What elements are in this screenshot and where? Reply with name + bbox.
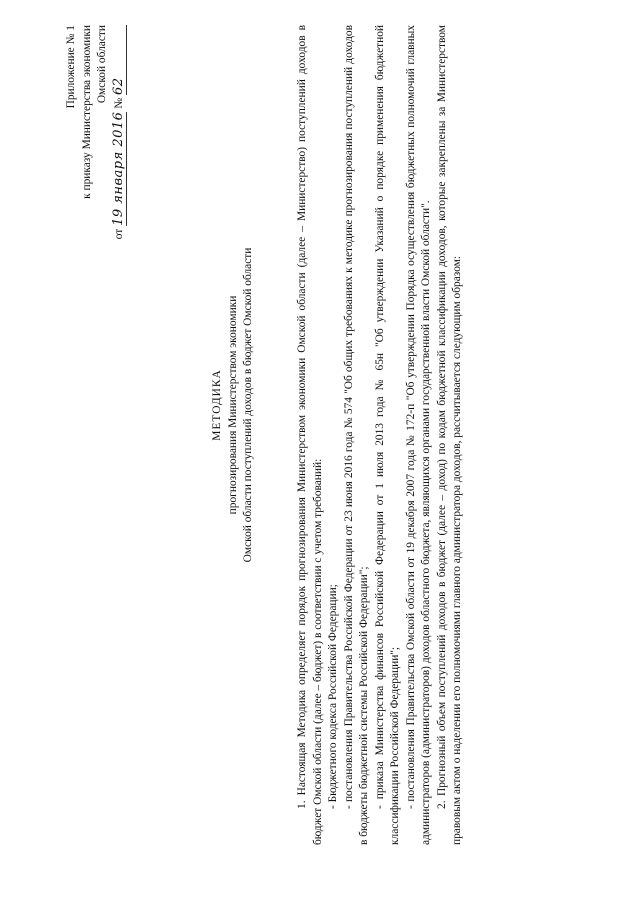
- document-body: [295, 25, 466, 845]
- region-name: Омской области: [96, 25, 108, 104]
- paragraph-1: 1. Настоящая Методика определяет порядок прогнозирования Министерством экономики Омской области (далее – Министерство) поступлений доходов в бюджет Омской области (далее – бюджет) в соответствии с учетом требований:: [296, 25, 324, 845]
- document-title-block: [210, 175, 257, 635]
- handwritten-date: 19 января 2016: [110, 111, 126, 226]
- from-prefix: от: [112, 228, 125, 240]
- paragraph-budget-code: - Бюджетного кодекса Российской Федерации;: [327, 584, 339, 809]
- paragraph-finance-order: - приказа Министерства финансов Российской Федерации от 1 июля 2013 года № 65н "Об утверждении Указаний о порядке применения бюджетной классификации Российской Федерации";: [373, 25, 401, 845]
- handwritten-number: 62: [111, 25, 128, 95]
- rotated-document-sheet: [20, 25, 620, 885]
- document-subtitle-line1: прогнозирования Министерством экономики: [226, 295, 239, 515]
- document-title: МЕТОДИКА: [211, 369, 223, 441]
- paragraph-2: 2. Прогнозный объем поступлений доходов в бюджет (далее – доход) по кодам бюджетной классификации доходов, которые закреплены за Министерством правовым актом о наделении его полномочиями главного администратора доходов, рассчитывается следующим образом:: [435, 25, 463, 845]
- document-subtitle-line2: Омской области поступлений доходов в бюджет Омской области: [242, 247, 254, 563]
- appendix-label: Приложение № 1: [65, 25, 77, 109]
- number-prefix: №: [112, 97, 125, 109]
- order-reference: к приказу Министерства экономики: [80, 25, 93, 199]
- appendix-header: [64, 25, 127, 325]
- order-date-line: [111, 25, 128, 325]
- paragraph-government-decree: - постановления Правительства Российской Федерации от 23 июня 2016 года № 574 "Об общих требованиях к методике прогнозирования поступлений доходов в бюджеты бюджетной системы Российской Федерации";: [342, 25, 370, 845]
- paragraph-omsk-decree: - постановления Правительства Омской области от 19 декабря 2007 года № 172-п "Об утверждении Порядка осуществления бюджетных полномочий главных администраторов (администраторов) доходов областного бюджета, являющихся органами государственной власти Омской области".: [404, 25, 432, 845]
